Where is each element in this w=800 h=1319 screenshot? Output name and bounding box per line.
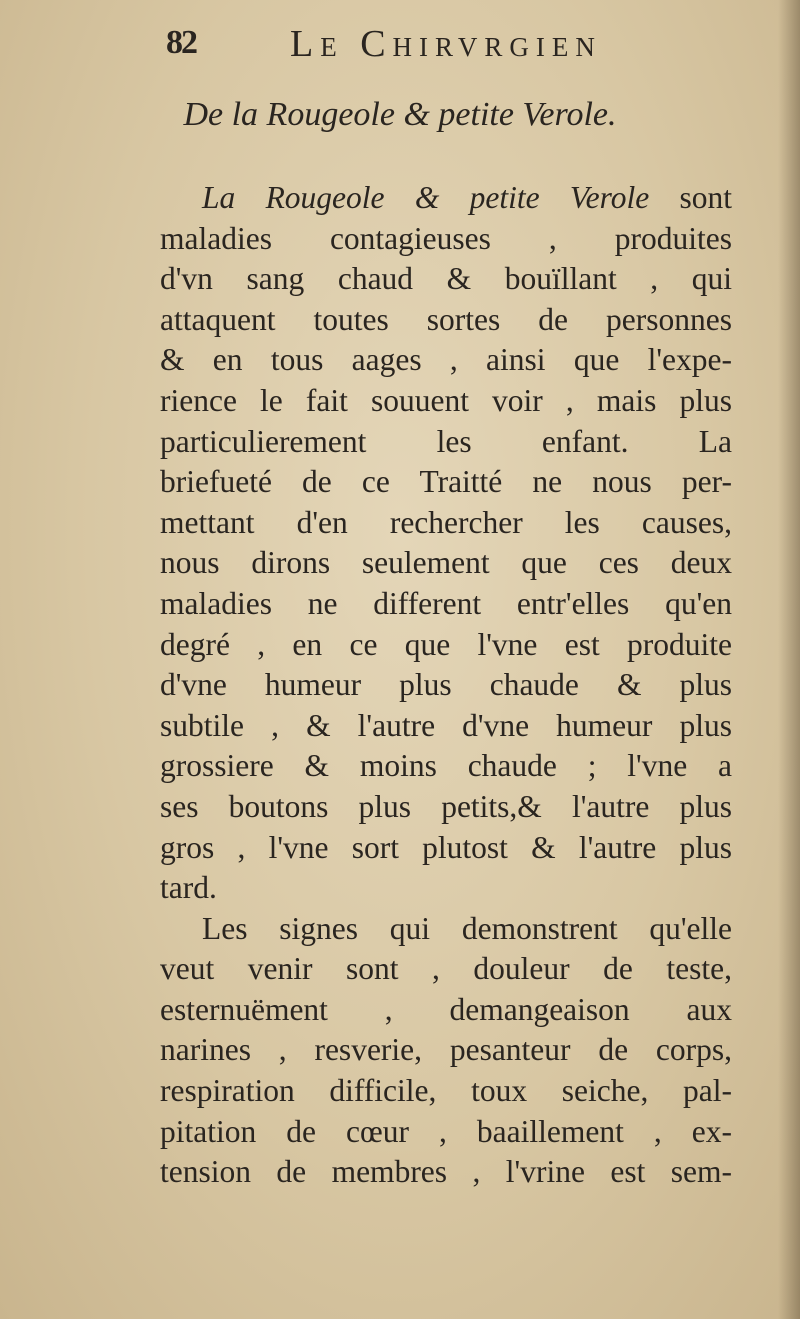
text-line: ses boutons plus petits,& l'autre plus	[160, 788, 732, 824]
text-line: d'vne humeur plus chaude & plus	[160, 667, 732, 703]
lead-rest: sont	[679, 180, 732, 215]
text-line: attaquent toutes sortes de personnes	[160, 301, 732, 337]
page-header	[160, 18, 640, 68]
page-number: 82	[166, 24, 196, 61]
text-line: grossiere & moins chaude ; l'vne a	[160, 748, 732, 784]
text-line: pitation de cœur , baaillement , ex-	[160, 1113, 732, 1149]
section-title: De la Rougeole & petite Verole.	[183, 96, 617, 133]
lead-italic-phrase: La Rougeole & petite Verole	[202, 180, 650, 215]
text-line: esternuëment , demangeaison aux	[160, 991, 732, 1027]
text-line: gros , l'vne sort plutost & l'autre plus	[160, 829, 732, 865]
text-line: particulierement les enfant. La	[160, 423, 732, 459]
text-line: briefueté de ce Traitté ne nous per-	[160, 464, 732, 500]
text-line: veut venir sont , douleur de teste,	[160, 951, 732, 987]
text-line: nous dirons seulement que ces deux	[160, 545, 732, 581]
running-head: Le Chirvrgien	[290, 23, 602, 65]
body-text	[160, 178, 732, 1193]
text-line: maladies ne different entr'elles qu'en	[160, 585, 732, 621]
text-line: & en tous aages , ainsi que l'expe-	[160, 342, 732, 378]
text-line: respiration difficile, toux seiche, pal-	[160, 1073, 732, 1109]
paragraph-first-line	[160, 178, 732, 219]
text-line: tension de membres , l'vrine est sem-	[160, 1154, 732, 1190]
text-line: narines , resverie, pesanteur de corps,	[160, 1032, 732, 1068]
text-line: d'vn sang chaud & bouïllant , qui	[160, 261, 732, 297]
text-line: rience le fait souuent voir , mais plus	[160, 382, 732, 418]
text-line: degré , en ce que l'vne est produite	[160, 626, 732, 662]
paragraph-first-line: Les signes qui demonstrent qu'elle	[202, 910, 732, 946]
text-line-last: tard.	[160, 870, 217, 906]
text-line: subtile , & l'autre d'vne humeur plus	[160, 707, 732, 743]
page-edge-shadow	[778, 0, 800, 1319]
text-line: maladies contagieuses , produites	[160, 220, 732, 256]
text-line: mettant d'en rechercher les causes,	[160, 504, 732, 540]
